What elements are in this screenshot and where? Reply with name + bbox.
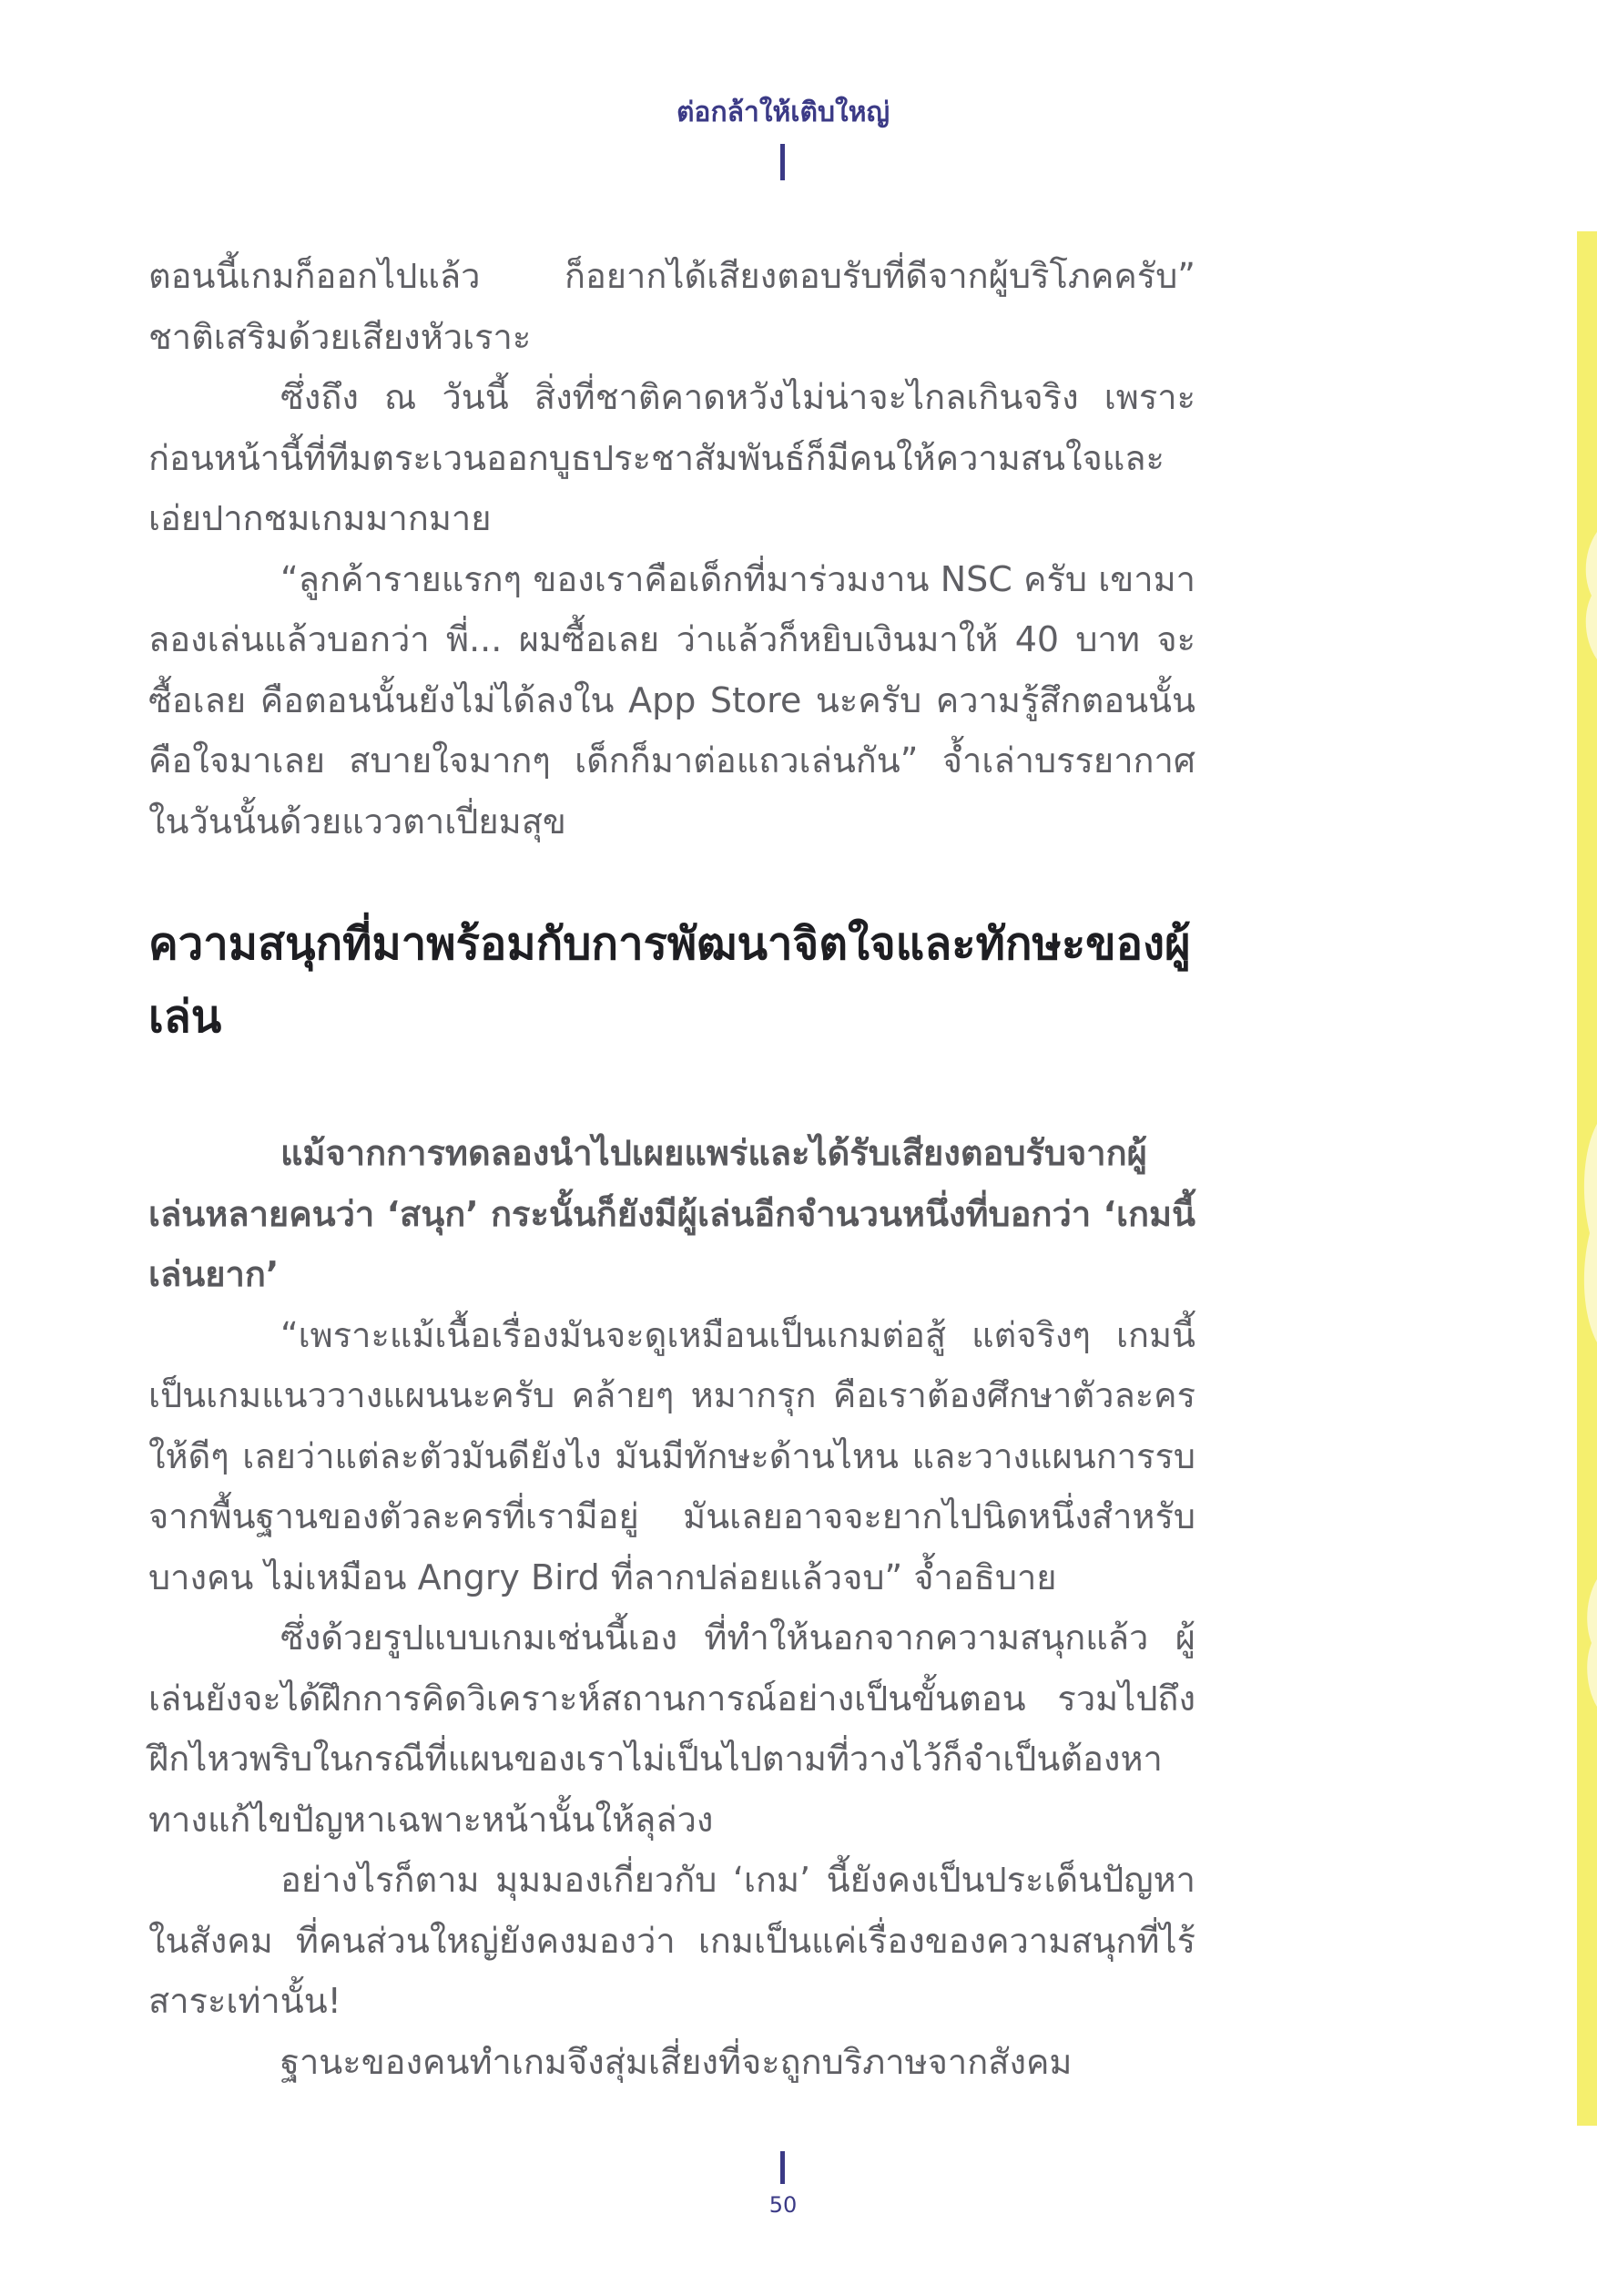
section-heading: ความสนุกที่มาพร้อมกับการพัฒนาจิตใจและทักษะของผู้เล่น (148, 918, 1191, 1043)
lead-paragraph: แม้จากการทดลองนำไปเผยแพร่และได้รับเสียงตอบรับจากผู้เล่นหลายคนว่า ‘สนุก’ กระนั้นก็ยังมีผู้เล่นอีกจำนวนหนึ่งที่บอกว่า ‘เกมนี้เล่นยาก’ (148, 1133, 1195, 1294)
paragraph-3: “ลูกค้ารายแรกๆ ของเราคือเด็กที่มาร่วมงาน NSC ครับ เขามาลองเล่นแล้วบอกว่า พี่... ผมซื้อเลย ว่าแล้วก็หยิบเงินมาให้ 40 บาท จะซื้อเลย คือตอนนั้นยังไม่ได้ลงใน App Store นะครับ ความรู้สึกตอนนั้นคือใจมาเลย สบายใจมากๆ เด็กก็มาต่อแถวเล่นกัน” จ้ำเล่าบรรยากาศในวันนั้นด้วยแววตาเปี่ยมสุข (148, 558, 1195, 842)
footer-divider (780, 2151, 785, 2184)
paragraph-2: ซึ่งถึง ณ วันนี้ สิ่งที่ชาติคาดหวังไม่น่าจะไกลเกินจริง เพราะก่อนหน้านี้ที่ทีมตระเวนออกบูธประชาสัมพันธ์ก็มีคนให้ความสนใจและเอ่ยปากชมเกมมากมาย (148, 377, 1195, 538)
header-divider (780, 144, 785, 180)
paragraph-4: “เพราะแม้เนื้อเรื่องมันจะดูเหมือนเป็นเกมต่อสู้ แต่จริงๆ เกมนี้เป็นเกมแนววางแผนนะครับ คล้ายๆ หมากรุก คือเราต้องศึกษาตัวละครให้ดีๆ เลยว่าแต่ละตัวมันดียังไง มันมีทักษะด้านไหน และวางแผนการรบจากพื้นฐานของตัวละครที่เรามีอยู่ มันเลยอาจจะยากไปนิดหนึ่งสำหรับบางคน ไม่เหมือน Angry Bird ที่ลากปล่อยแล้วจบ” จ้ำอธิบาย (148, 1314, 1195, 1597)
paragraph-5: ซึ่งด้วยรูปแบบเกมเช่นนี้เอง ที่ทำให้นอกจากความสนุกแล้ว ผู้เล่นยังจะได้ฝึกการคิดวิเคราะห์สถานการณ์อย่างเป็นขั้นตอน รวมไปถึงฝึกไหวพริบในกรณีที่แผนของเราไม่เป็นไปตามที่วางไว้ก็จำเป็นต้องหาทางแก้ไขปัญหาเฉพาะหน้านั้นให้ลุล่วง (148, 1617, 1195, 1840)
decorative-side-band (1577, 231, 1597, 2126)
page-number: 50 (768, 2192, 798, 2218)
running-title: ต่อกล้าให้เติบใหญ่ (676, 97, 890, 128)
paragraph-7: ฐานะของคนทำเกมจึงสุ่มเสี่ยงที่จะถูกบริภาษจากสังคม (280, 2041, 1073, 2082)
body-column (148, 246, 1195, 2092)
paragraph-6: อย่างไรก็ตาม มุมมองเกี่ยวกับ ‘เกม’ นี้ยังคงเป็นประเด็นปัญหาในสังคม ที่คนส่วนใหญ่ยังคงมองว่า เกมเป็นแค่เรื่องของความสนุกที่ไร้สาระเท่านั้น! (148, 1860, 1195, 2021)
paragraph-1: ตอนนี้เกมก็ออกไปแล้ว ก็อยากได้เสียงตอบรับที่ดีจากผู้บริโภคครับ” ชาติเสริมด้วยเสียงหัวเราะ (148, 256, 1195, 357)
